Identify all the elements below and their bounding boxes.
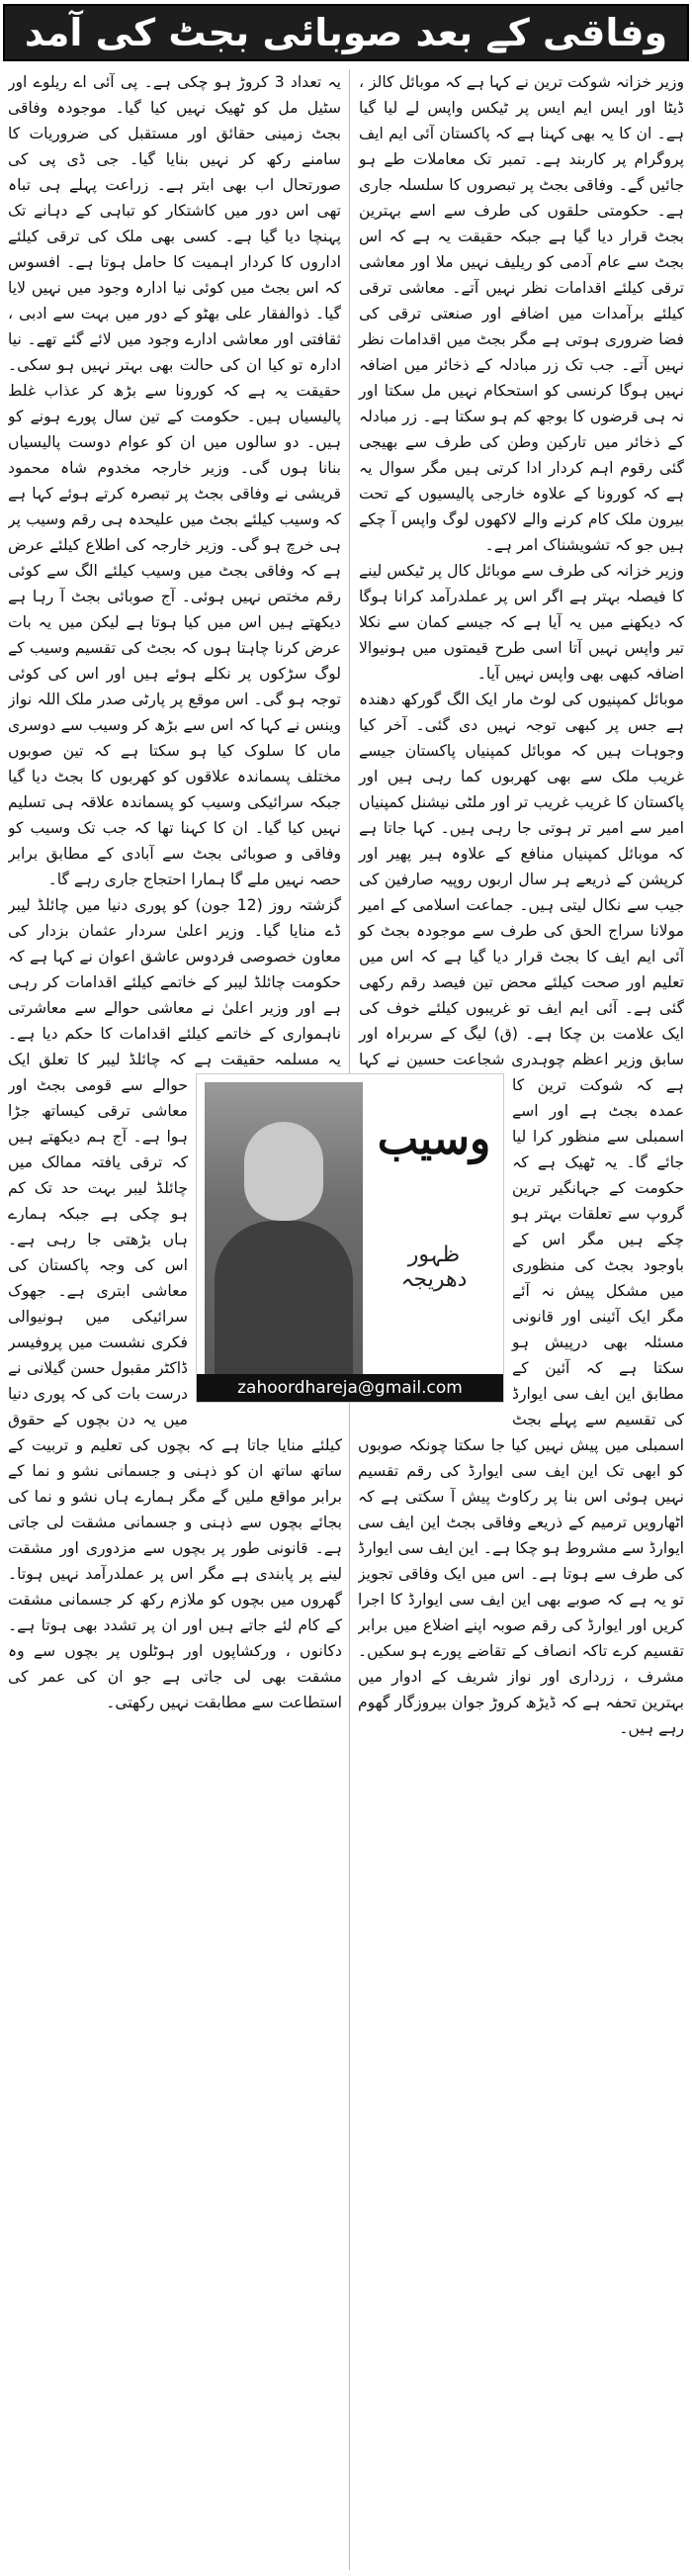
- author-photo: [205, 1082, 363, 1374]
- float-pusher: [341, 69, 342, 1073]
- paragraph: وزیر خزانہ شوکت ترین نے کہا ہے کہ موبائل کالز ، ڈیٹا اور ایس ایم ایس پر ٹیکس واپس لے لیا گیا ہے۔ ان کا یہ بھی کہنا ہے کہ پاکستان آئی ایم ایف پروگرام پر کاربند ہے۔ تمبر تک معاملات طے ہو جائیں گے۔ وفاقی بجٹ پر تبصروں کا سلسلہ جاری ہے۔ حکومتی حلقوں کی طرف سے اسے بہترین بجٹ قرار دیا گیا ہے جبکہ حقیقت یہ ہے کہ اس بجٹ سے عام آدمی کو ریلیف نہیں ملا اور معاشی ترقی کیلئے اقدامات نظر نہیں آتے۔ معاشی ترقی کیلئے برآمدات میں اضافے اور صنعتی ترقی کی فضا ضروری ہوتی ہے مگر بجٹ میں اقدامات نظر نہیں آتے۔ جب تک زر مبادلہ کے ذخائر میں اضافہ نہیں ہوگا کرنسی کو استحکام نہیں مل سکتا اور نہ ہی قرضوں کا بوجھ کم ہو سکتا ہے۔ زر مبادلہ کے ذخائر میں تارکین وطن کی طرف سے بھیجی گئی رقوم اہم کردار ادا کرتی ہیں مگر سوال یہ ہے کہ کورونا کے علاوہ خارجی پالیسیوں کے تحت بیرون ملک کام کرنے والے لاکھوں لوگ واپس آ چکے ہیں جو کہ تشویشناک امر ہے۔: [359, 73, 684, 554]
- author-name: ظہور دھریجہ: [400, 1242, 468, 1292]
- paragraph: موبائل کمپنیوں کی لوٹ مار ایک الگ گورکھ دھندہ ہے جس پر کبھی توجہ نہیں دی گئی۔ آخر کیا وجوہات ہیں کہ موبائل کمپنیاں پاکستان جیسے غریب ملک سے بھی کھربوں کما رہی ہیں اور پاکستان کا غریب غریب تر اور ملٹی نیشنل کمپنیاں امیر سے امیر تر ہوتی جا رہی ہیں۔ کہا جاتا ہے کہ موبائل کمپنیاں منافع کے علاوہ ہیر پھیر اور کرپشن کے ذریعے ہر سال اربوں روپیہ صارفین کی جیب سے نکال لیتی ہیں۔ جماعت اسلامی کے امیر مولانا سراج الحق کی طرف سے موجودہ بجٹ کو آئی ایم ایف کا بجٹ قرار دیا گیا ہے کہ اس میں تعلیم اور صحت کیلئے محض تین فیصد رقم رکھی گئی ہے۔ آئی ایم ایف تو غریبوں کیلئے خوف کی ایک علامت بن چکا ہے۔ (ق) لیگ کے سربراہ اور سابق وزیر اعظم چوہدری شجاعت حسین نے کہا ہے کہ شوکت ترین کا عمدہ بجٹ ہے اور اسے اسمبلی سے منظور کرا لیا جائے گا۔ یہ ٹھیک ہے کہ حکومت کے جہانگیر ترین گروپ سے تعلقات بہتر ہو چکے ہیں مگر اس کے باوجود بجٹ کی منظوری میں مشکل پیش نہ آئے مگر ایک آئینی اور قانونی مسئلہ بھی درپیش ہو سکتا ہے کہ آئین کے مطابق این ایف سی ایوارڈ کی تقسیم سے پہلے بجٹ اسمبلی میں پیش نہیں کیا جا سکتا چونکہ صوبوں کو ابھی تک این ایف سی ایوارڈ کی رقم تقسیم نہیں ہوئی اس بنا پر رکاوٹ پیش آ سکتی ہے کہ اٹھارویں ترمیم کے ذریعے وفاقی بجٹ این ایف سی ایوارڈ سے مشروط ہو چکا ہے۔ این ایف سی ایوارڈ کی طرف سے ہوتا ہے۔ اس میں ایک وفاقی تجویز تو یہ ہے کہ صوبے بھی این ایف سی ایوارڈ کا اجرا کریں اور ایوارڈ کی رقم صوبہ اپنے اضلاع میں برابر تقسیم کرے تاکہ انصاف کے تقاضے پورے ہو سکیں۔ مشرف ، زرداری اور نواز شریف کے ادوار میں بہترین تحفہ ہے کہ ڈیڑھ کروڑ جوان بیروزگار گھوم رہے ہیں۔: [358, 690, 684, 1737]
- headline: وفاقی کے بعد صوبائی بجٹ کی آمد: [24, 11, 668, 54]
- photo-head-shape: [244, 1122, 323, 1221]
- column-brand: وسیب: [377, 1114, 491, 1164]
- headline-banner: [3, 4, 689, 61]
- author-email[interactable]: zahoordhareja@gmail.com: [197, 1374, 503, 1402]
- columnist-box: [196, 1073, 504, 1403]
- paragraph: گزشتہ روز (12 جون) کو پوری دنیا میں چائلڈ لیبر ڈے منایا گیا۔ وزیر اعلیٰ سردار عثمان بزدار کی معاون خصوصی فردوس عاشق اعوان نے کہا ہے کہ حکومت چائلڈ لیبر کے خاتمے کیلئے اقدامات کر رہی ہے اور وزیر اعلیٰ نے معاشی حوالے سے معاشرتی ناہمواری کے خاتمے کیلئے اقدامات کا حکم دیا ہے۔ یہ مسلمہ حقیقت ہے کہ چائلڈ لیبر کا تعلق ایک حوالے سے قومی بجٹ اور معاشی ترقی کیساتھ جڑا ہوا ہے۔ آج ہم دیکھتے ہیں کہ ترقی یافتہ ممالک میں چائلڈ لیبر بہت حد تک کم ہو چکی ہے جبکہ ہمارے ہاں بڑھتی جا رہی ہے۔ اس کی وجہ پاکستان کی معاشی ابتری ہے۔ جھوک سرائیکی میں ہونیوالی فکری نشست میں پروفیسر ڈاکٹر مقبول حسن گیلانی نے درست بات کی کہ پوری دنیا میں یہ دن بچوں کے حقوق کیلئے منایا جاتا ہے کہ بچوں کی تعلیم و تربیت کے ساتھ ساتھ ان کو ذہنی و جسمانی نشو و نما کے برابر مواقع ملیں گے مگر ہمارے ہاں نشو و نما کی بجائے بچوں سے ذہنی و جسمانی مشقت لی جاتی ہے۔ قانونی طور پر بچوں سے مزدوری اور مشقت لینے پر پابندی ہے مگر اس پر عملدرآمد نہیں ہوتا۔ گھروں میں بچوں کو ملازم رکھ کر جسمانی مشقت کے کام لئے جاتے ہیں اور ان پر تشدد بھی ہوتا ہے۔ دکانوں ، ورکشاپوں اور ہوٹلوں پر بچوں سے وہ مشقت بھی لی جاتی ہے جو ان کی عمر کی استطاعت سے مطابقت نہیں رکھتی۔: [8, 896, 342, 1711]
- paragraph: یہ تعداد 3 کروڑ ہو چکی ہے۔ پی آئی اے ریلوے اور سٹیل مل کو ٹھیک نہیں کیا گیا۔ موجودہ وفاقی بجٹ زمینی حقائق اور مستقبل کی ضروریات کا سامنے رکھ کر نہیں بنایا گیا۔ جی ڈی پی کی صورتحال اب بھی ابتر ہے۔ زراعت پہلے ہی تباہ تھی اس دور میں کاشتکار کو تباہی کے دہانے تک پہنچا دیا گیا ہے۔ کسی بھی ملک کی ترقی کیلئے اداروں کا کردار اہمیت کا حامل ہوتا ہے۔ افسوس کہ اس بجٹ میں کوئی نیا ادارہ وجود میں نہیں لایا گیا۔ ذوالفقار علی بھٹو کے دور میں بہت سے ادبی ، ثقافتی اور معاشی ادارے وجود میں لائے گئے تھے۔ نیا ادارہ تو کیا ان کی حالت بھی بہتر نہیں ہو سکی۔ حقیقت یہ ہے کہ کورونا سے بڑھ کر عذاب غلط پالیسیاں ہیں۔ حکومت کے تین سال پورے ہونے کو ہیں۔ دو سالوں میں ان کو عوام دوست پالیسیاں بنانا ہوں گی۔ وزیر خارجہ مخدوم شاہ محمود قریشی نے وفاقی بجٹ پر تبصرہ کرتے ہوئے کہا ہے کہ وسیب کیلئے بجٹ میں علیحدہ ہی رقم وسیب پر ہی خرچ ہو گی۔ وزیر خارجہ کی اطلاع کیلئے عرض ہے کہ وفاقی بجٹ میں وسیب کیلئے الگ سے کوئی رقم مختص نہیں ہوئی۔ آج صوبائی بجٹ آ رہا ہے دیکھتے ہیں اس میں کیا ہوتا ہے لیکن میں یہ بات عرض کرنا چاہتا ہوں کہ بجٹ کی تقسیم وسیب کے لوگ سڑکوں پر نکلے ہوئے ہیں اور اس کی کوئی توجہ ہو گی۔ اس موقع پر پارٹی صدر ملک اللہ نواز وینس نے کہا کہ اس سے بڑھ کر وسیب سے دوسری ماں کا سلوک کیا ہو سکتا ہے کہ تین صوبوں مختلف پسماندہ علاقوں کو کھربوں کا بجٹ دیا گیا جبکہ سرائیکی وسیب کو پسماندہ علاقہ ہی تسلیم نہیں کیا گیا۔ ان کا کہنا تھا کہ جب تک وسیب کو وفاقی و صوبائی بجٹ سے آبادی کے مطابق برابر حصہ نہیں ملے گا ہمارا احتجاج جاری رہے گا۔: [8, 73, 341, 888]
- photo-body-shape: [215, 1221, 353, 1374]
- paragraph: وزیر خزانہ کی طرف سے موبائل کال پر ٹیکس لینے کا فیصلہ بہتر ہے اگر اس پر عملدرآمد کرانا ہوگا کہ دیکھنے میں یہ آیا ہے کہ جیسے کمان سے نکلا تیر واپس نہیں آتا اسی طرح قیمتوں میں ہونیوالا اضافہ کبھی بھی واپس نہیں آیا۔: [359, 562, 684, 683]
